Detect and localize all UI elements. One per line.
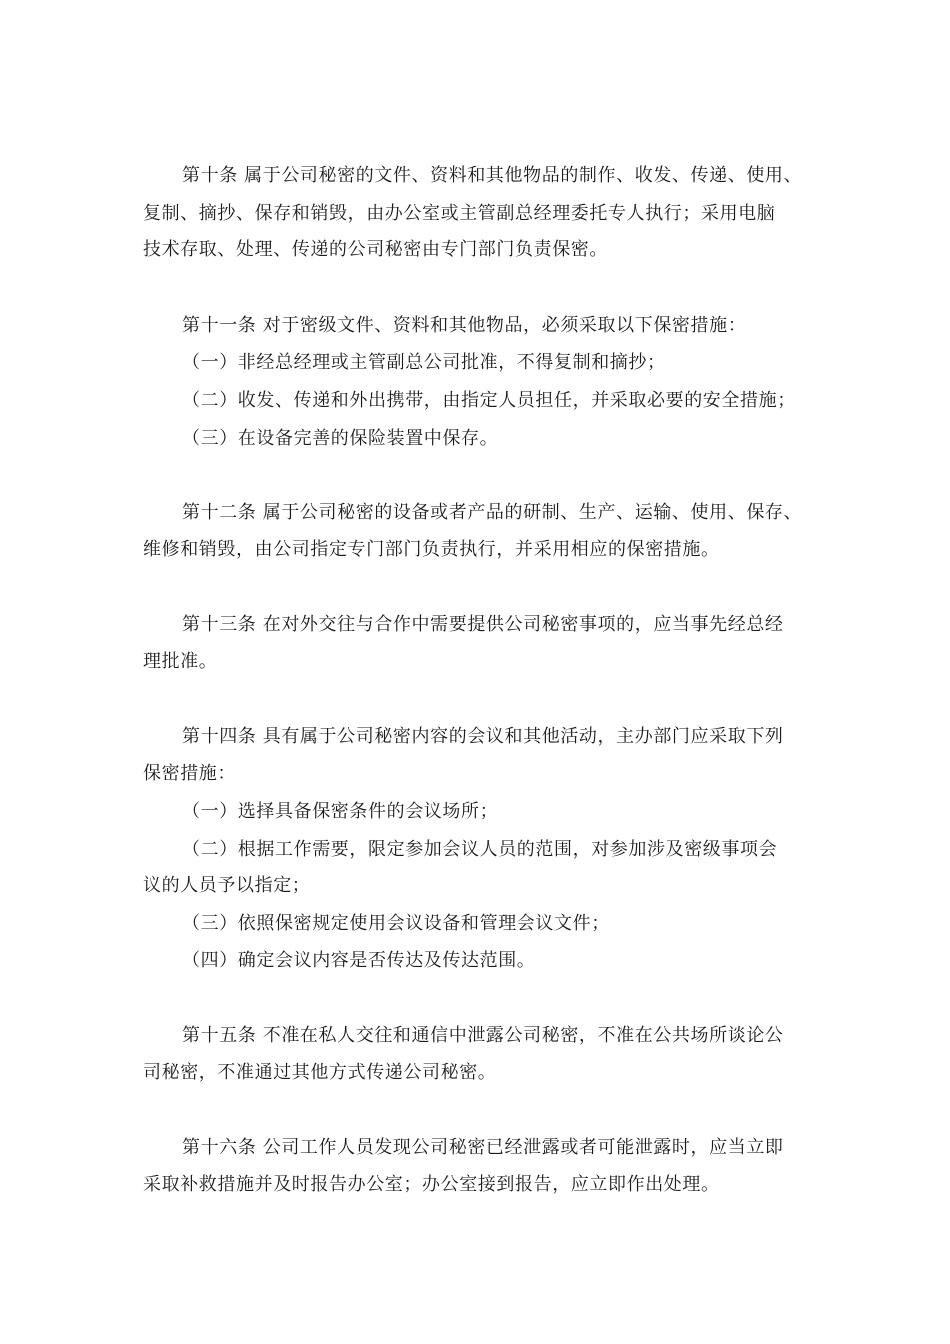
article-10-line-1: 第十条 属于公司秘密的文件、资料和其他物品的制作、收发、传递、使用、 — [182, 165, 803, 186]
article-14-line-1: 第十四条 具有属于公司秘密内容的会议和其他活动，主办部门应采取下列 — [182, 726, 784, 747]
article-15-line-2: 司秘密，不准通过其他方式传递公司秘密。 — [143, 1062, 497, 1083]
article-12-line-1: 第十二条 属于公司秘密的设备或者产品的研制、生产、运输、使用、保存、 — [182, 502, 803, 523]
article-16-line-1: 第十六条 公司工作人员发现公司秘密已经泄露或者可能泄露时，应当立即 — [182, 1137, 784, 1158]
article-11-item-3: （三）在设备完善的保险装置中保存。 — [182, 428, 499, 449]
article-13-line-1: 第十三条 在对外交往与合作中需要提供公司秘密事项的，应当事先经总经 — [182, 614, 784, 635]
article-14-item-2-cont: 议的人员予以指定； — [143, 875, 311, 896]
article-14-item-2: （二）根据工作需要，限定参加会议人员的范围，对参加涉及密级事项会 — [182, 839, 778, 860]
article-12-line-2: 维修和销毁，由公司指定专门部门负责执行，并采用相应的保密措施。 — [143, 539, 720, 560]
article-11-item-2: （二）收发、传递和外出携带，由指定人员担任，并采取必要的安全措施； — [182, 390, 796, 411]
article-14-line-2: 保密措施： — [143, 763, 236, 784]
article-11-line-1: 第十一条 对于密级文件、资料和其他物品，必须采取以下保密措施： — [182, 315, 747, 336]
article-14-item-1: （一）选择具备保密条件的会议场所； — [182, 801, 499, 822]
article-13-line-2: 理批准。 — [143, 651, 218, 672]
article-14-item-3: （三）依照保密规定使用会议设备和管理会议文件； — [182, 913, 610, 934]
article-10-line-2: 复制、摘抄、保存和销毁，由办公室或主管副总经理委托专人执行；采用电脑 — [143, 203, 776, 224]
article-11-item-1: （一）非经总经理或主管副总公司批准，不得复制和摘抄； — [182, 352, 666, 373]
article-14-item-4: （四）确定会议内容是否传达及传达范围。 — [182, 950, 536, 971]
article-16-line-2: 采取补救措施并及时报告办公室；办公室接到报告，应立即作出处理。 — [143, 1174, 720, 1195]
article-15-line-1: 第十五条 不准在私人交往和通信中泄露公司秘密，不准在公共场所谈论公 — [182, 1025, 784, 1046]
article-10-line-3: 技术存取、处理、传递的公司秘密由专门部门负责保密。 — [143, 239, 608, 260]
